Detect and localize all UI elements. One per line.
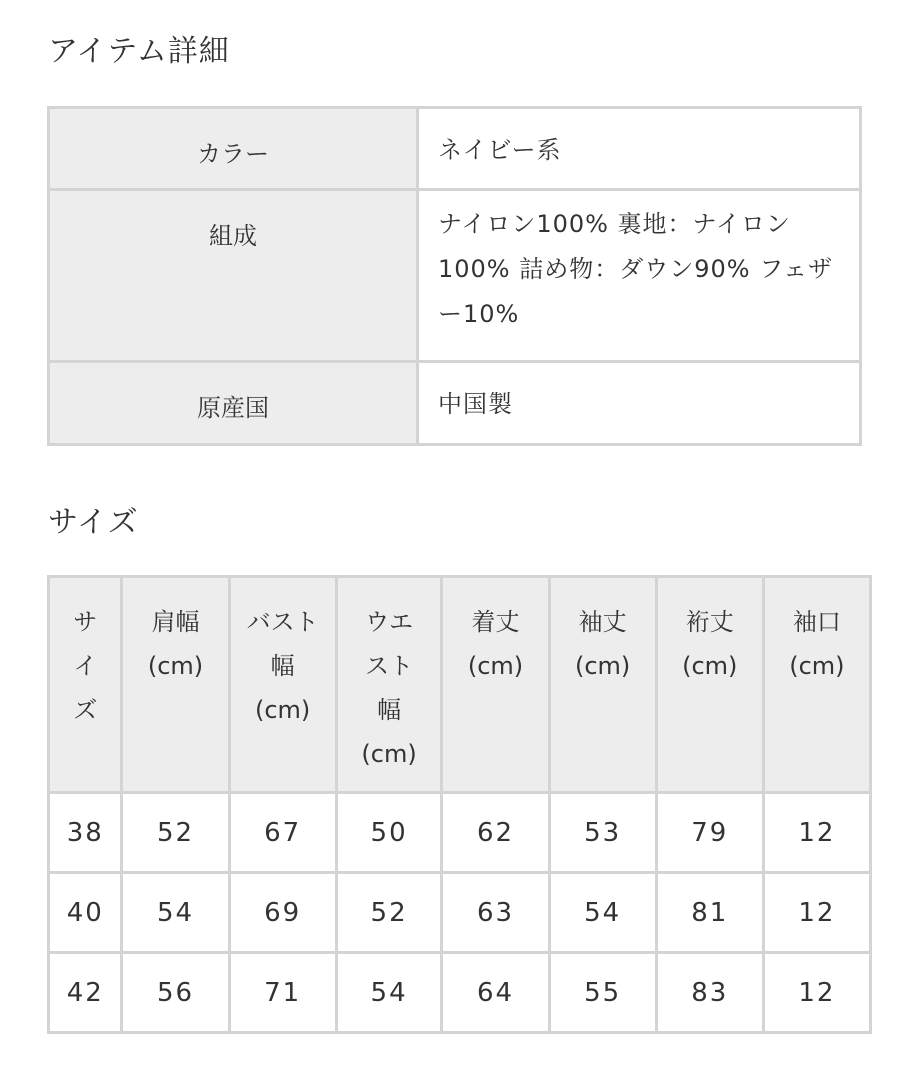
size-header-waist-text: ウエスト幅(cm) (361, 608, 417, 768)
size-cell: 54 (549, 873, 656, 953)
size-cell: 63 (442, 873, 549, 953)
size-cell: 67 (229, 793, 336, 873)
size-table-row (49, 953, 871, 1033)
size-header-length (442, 577, 549, 793)
detail-label-color: カラー (49, 108, 418, 190)
size-cell: 12 (763, 793, 870, 873)
size-cell: 62 (442, 793, 549, 873)
detail-value-origin: 中国製 (418, 362, 861, 445)
detail-value-composition: ナイロン100% 裏地：ナイロン100% 詰め物：ダウン90% フェザー10% (418, 190, 861, 362)
size-header-sleeve-text: 袖丈(cm) (574, 608, 631, 680)
size-header-bust-text: バスト幅(cm) (246, 608, 319, 724)
item-details-title: アイテム詳細 (48, 34, 230, 69)
size-cell: 54 (336, 953, 442, 1033)
size-header-cuff (763, 577, 870, 793)
detail-value-color: ネイビー系 (418, 108, 861, 190)
size-cell: 40 (49, 873, 122, 953)
item-details-table (47, 106, 862, 446)
size-cell: 54 (122, 873, 229, 953)
size-header-size (49, 577, 122, 793)
size-header-bust (229, 577, 336, 793)
size-header-waist (336, 577, 442, 793)
size-header-sleeve (549, 577, 656, 793)
size-cell: 52 (122, 793, 229, 873)
size-cell: 79 (656, 793, 763, 873)
size-cell: 71 (229, 953, 336, 1033)
size-table-row (49, 793, 871, 873)
size-section-title: サイズ (48, 505, 139, 540)
detail-row-color (49, 108, 861, 190)
detail-row-origin (49, 362, 861, 445)
detail-label-composition: 組成 (49, 190, 418, 362)
size-table-row (49, 873, 871, 953)
size-cell: 52 (336, 873, 442, 953)
size-cell: 56 (122, 953, 229, 1033)
size-cell: 50 (336, 793, 442, 873)
size-cell: 83 (656, 953, 763, 1033)
size-header-shoulder-text: 肩幅(cm) (147, 608, 204, 680)
size-header-length-text: 着丈(cm) (467, 608, 524, 680)
size-cell: 69 (229, 873, 336, 953)
size-header-shoulder (122, 577, 229, 793)
size-cell: 12 (763, 953, 870, 1033)
size-table-header-row (49, 577, 871, 793)
size-header-yuki (656, 577, 763, 793)
size-table (47, 575, 872, 1034)
detail-row-composition (49, 190, 861, 362)
size-header-yuki-text: 裄丈(cm) (682, 608, 738, 680)
size-header-cuff-text: 袖口(cm) (789, 608, 845, 680)
size-cell: 12 (763, 873, 870, 953)
size-header-size-text: サイズ (73, 608, 98, 724)
size-cell: 53 (549, 793, 656, 873)
size-cell: 81 (656, 873, 763, 953)
size-cell: 64 (442, 953, 549, 1033)
detail-label-origin: 原産国 (49, 362, 418, 445)
size-cell: 42 (49, 953, 122, 1033)
size-cell: 55 (549, 953, 656, 1033)
size-cell: 38 (49, 793, 122, 873)
